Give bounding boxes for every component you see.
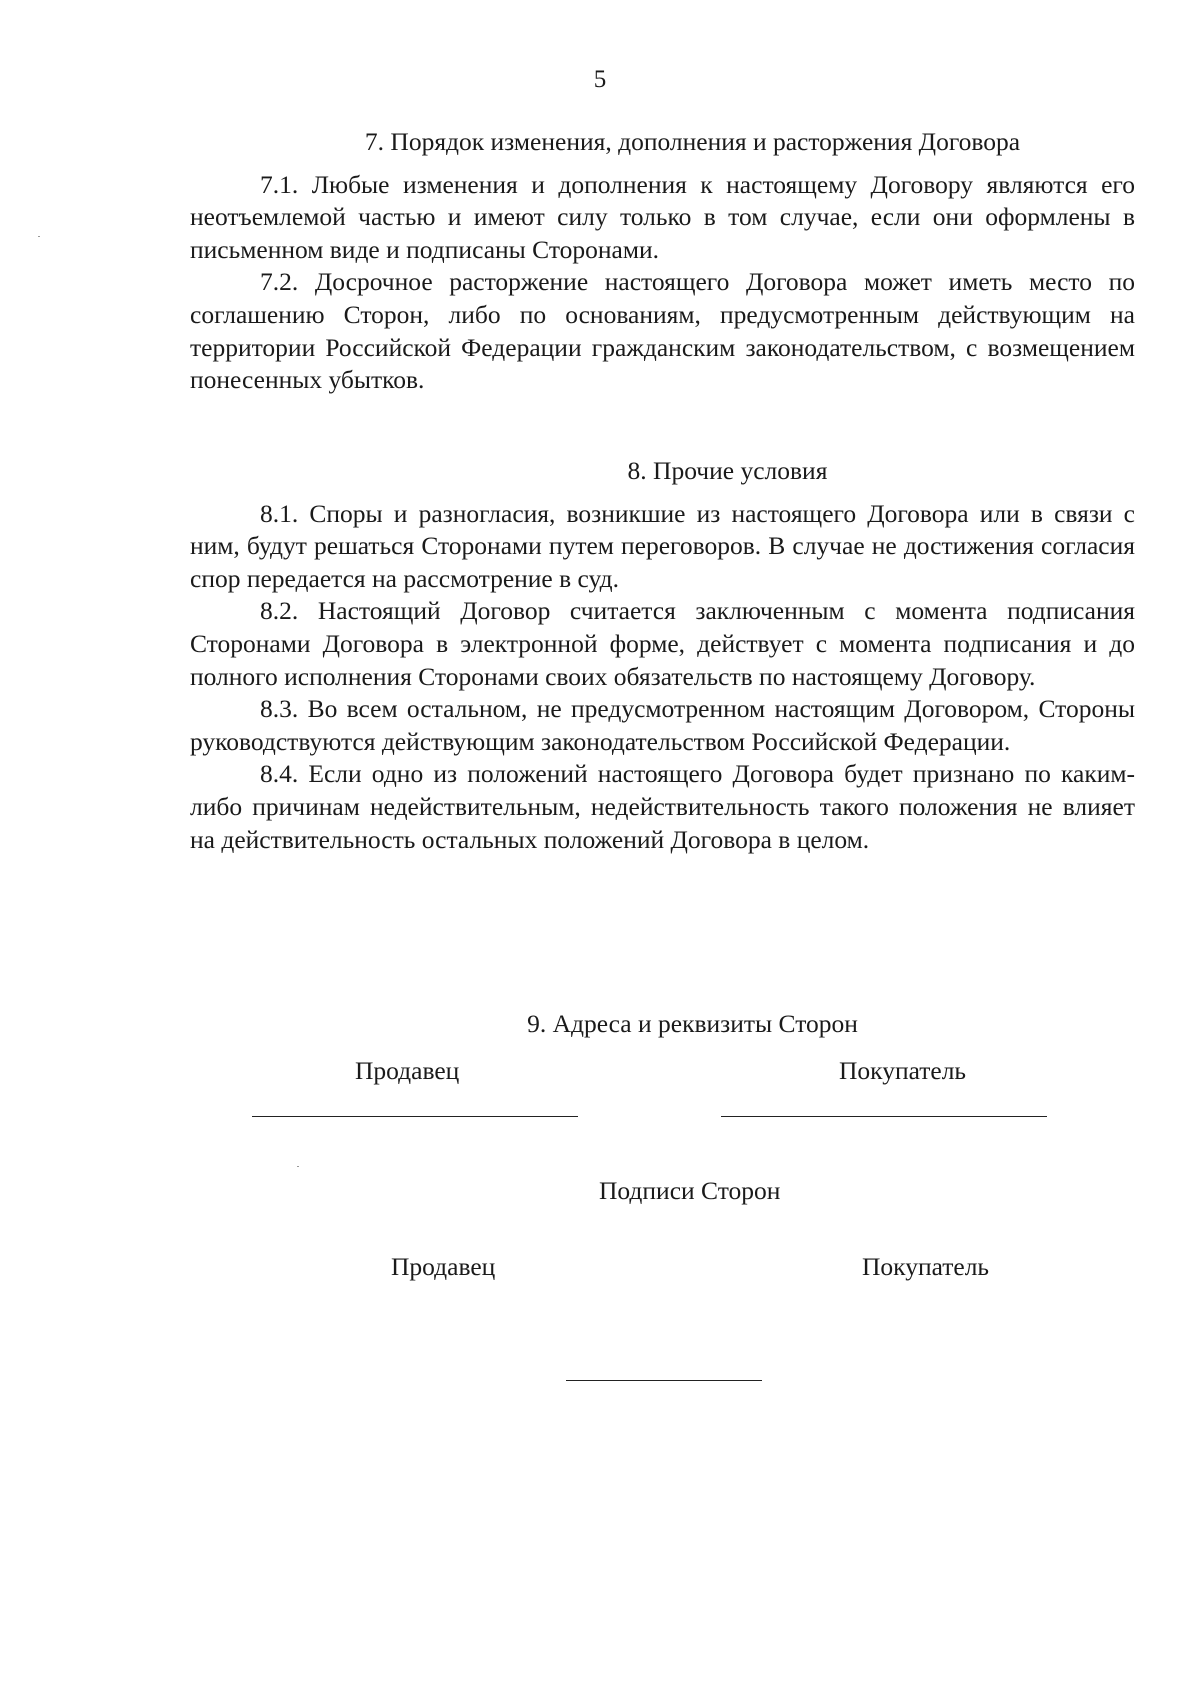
- seller-requisites-line: [252, 1116, 578, 1117]
- paragraph-7-1: 7.1. Любые изменения и дополнения к настоящему Договору являются его неотъемлемой частью и имеют силу только в том случае, если они оформлены в письменном виде и подписаны Сторонами.: [190, 169, 1135, 264]
- signatures-title: Подписи Сторон: [599, 1176, 781, 1205]
- buyer-requisites-line: [721, 1116, 1047, 1117]
- address-buyer-label: Покупатель: [839, 1056, 967, 1085]
- address-seller-label: Продавец: [355, 1056, 460, 1085]
- section-8: [190, 455, 1135, 856]
- signature-line: [566, 1380, 762, 1381]
- section-7-title: 7. Порядок изменения, дополнения и расторжения Договора: [364, 127, 1021, 156]
- section-9-title: 9. Адреса и реквизиты Сторон: [527, 1009, 858, 1038]
- section-7: [190, 126, 1135, 397]
- paragraph-8-2: 8.2. Настоящий Договор считается заключенным с момента подписания Сторонами Договора в электронной форме, действует с момента подписания и до полного исполнения Сторонами своих обязательств по настоящему Договору.: [190, 596, 1135, 691]
- paragraph-8-4: 8.4. Если одно из положений настоящего Договора будет признано по каким-либо причинам недействительным, недействительность такого положения не влияет на действительность остальных положений Договора в целом.: [190, 759, 1135, 854]
- signature-buyer-label: Покупатель: [862, 1252, 990, 1281]
- paragraph-8-1: 8.1. Споры и разногласия, возникшие из настоящего Договора или в связи с ним, будут решаться Сторонами путем переговоров. В случае не достижения согласия спор передается на рассмотрение в суд.: [190, 498, 1135, 593]
- paragraph-8-3: 8.3. Во всем остальном, не предусмотренном настоящим Договором, Стороны руководствуются действующим законодательством Российской Федерации.: [190, 694, 1135, 756]
- paragraph-7-2: 7.2. Досрочное расторжение настоящего Договора может иметь место по соглашению Сторон, либо по основаниям, предусмотренным действующим на территории Российской Федерации гражданским законодательством, с возмещением понесенных убытков.: [190, 267, 1135, 395]
- signature-seller-label: Продавец: [391, 1252, 496, 1281]
- page-number: 5: [593, 66, 607, 93]
- section-8-title: 8. Прочие условия: [627, 456, 828, 485]
- scan-speck: [38, 236, 40, 237]
- scan-speck: [297, 1166, 299, 1167]
